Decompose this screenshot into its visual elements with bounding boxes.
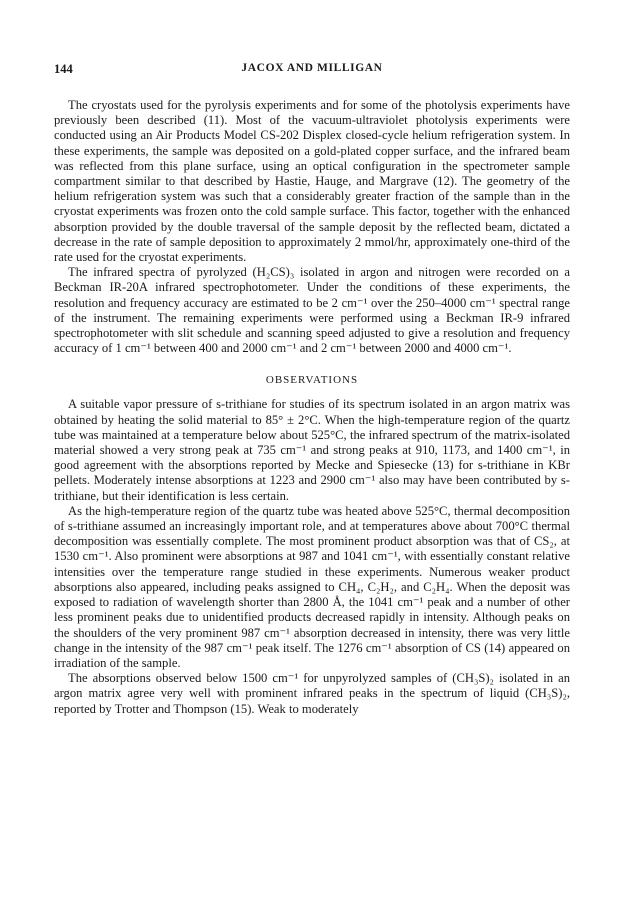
page bbox=[54, 62, 570, 717]
running-head: JACOX AND MILLIGAN bbox=[241, 62, 383, 74]
paragraph: The infrared spectra of pyrolyzed (H₂CS)₃ isolated in argon and nitrogen were recorded on a Beckman IR-20A infrared spectrophotometer. Under the conditions of these experiments, the resolution and frequency accuracy are estimated to be 2 cm⁻¹ over the 250–4000 cm⁻¹ spectral range of the instrument. The remaining experiments were performed using a Beckman IR-9 infrared spectrophotometer with slit schedule and scanning speed adjusted to give a resolution and frequency accuracy of 1 cm⁻¹ between 400 and 2000 cm⁻¹ and 2 cm⁻¹ between 2000 and 4000 cm⁻¹. bbox=[54, 265, 570, 356]
paragraph: The cryostats used for the pyrolysis experiments and for some of the photolysis experiments have previously been described (11). Most of the vacuum-ultraviolet photolysis experiments were conducted using an Air Products Model CS-202 Displex closed-cycle helium refrigeration system. In these experiments, the sample was deposited on a gold-plated copper surface, and the infrared beam was reflected from this plane surface, using an optical configuration in the spectrometer sample compartment similar to that described by Hastie, Hauge, and Margrave (12). The geometry of the helium refrigeration system was such that a considerably greater fraction of the sample than in the cryostat experiments was frozen onto the cold sample surface. This factor, together with the enhanced absorption provided by the double traversal of the sample deposit by the reflected beam, dictated a decrease in the rate of sample deposition to approximately 2 mmol/hr, approximately one-third of the rate used for the cryostat experiments. bbox=[54, 98, 570, 265]
paragraph: A suitable vapor pressure of s-trithiane for studies of its spectrum isolated in an argon matrix was obtained by heating the solid material to 85° ± 2°C. When the high-temperature region of the quartz tube was maintained at a temperature below about 525°C, the infrared spectrum of the matrix-isolated material showed a very strong peak at 735 cm⁻¹ and strong peaks at 910, 1173, and 1400 cm⁻¹, in good agreement with the absorptions reported by Mecke and Spiesecke (13) for s-trithiane in KBr pellets. Moderately intense absorptions at 1223 and 2900 cm⁻¹ also may have been contributed by s-trithiane, but their identification is less certain. bbox=[54, 397, 570, 503]
paragraph: As the high-temperature region of the quartz tube was heated above 525°C, thermal decomposition of s-trithiane assumed an increasingly important role, and at temperatures above about 700°C thermal decomposition was essentially complete. The most prominent product absorption was that of CS₂, at 1530 cm⁻¹. Also prominent were absorptions at 987 and 1041 cm⁻¹, with essentially constant relative intensities over the temperature range studied in these experiments. Numerous weaker product absorptions also appeared, including peaks assigned to CH₄, C₂H₂, and C₂H₄. When the deposit was exposed to radiation of wavelength shorter than 2800 Å, the 1041 cm⁻¹ peak and a number of other less prominent peaks due to unidentified products decreased rapidly in intensity. Although peaks on the shoulders of the very prominent 987 cm⁻¹ absorption decreased in intensity, there was very little change in the intensity of the 987 cm⁻¹ peak itself. The 1276 cm⁻¹ absorption of CS (14) appeared on irradiation of the sample. bbox=[54, 503, 570, 670]
paragraph: The absorptions observed below 1500 cm⁻¹ for unpyrolyzed samples of (CH₃S)₂ isolated in an argon matrix agree very well with prominent infrared peaks in the spectrum of liquid (CH₃S)₂, reported by Trotter and Thompson (15). Weak to moderately bbox=[54, 671, 570, 716]
page-number: 144 bbox=[54, 62, 73, 76]
section-heading: OBSERVATIONS bbox=[265, 374, 359, 387]
body-text bbox=[54, 98, 570, 717]
page-header bbox=[54, 62, 570, 82]
